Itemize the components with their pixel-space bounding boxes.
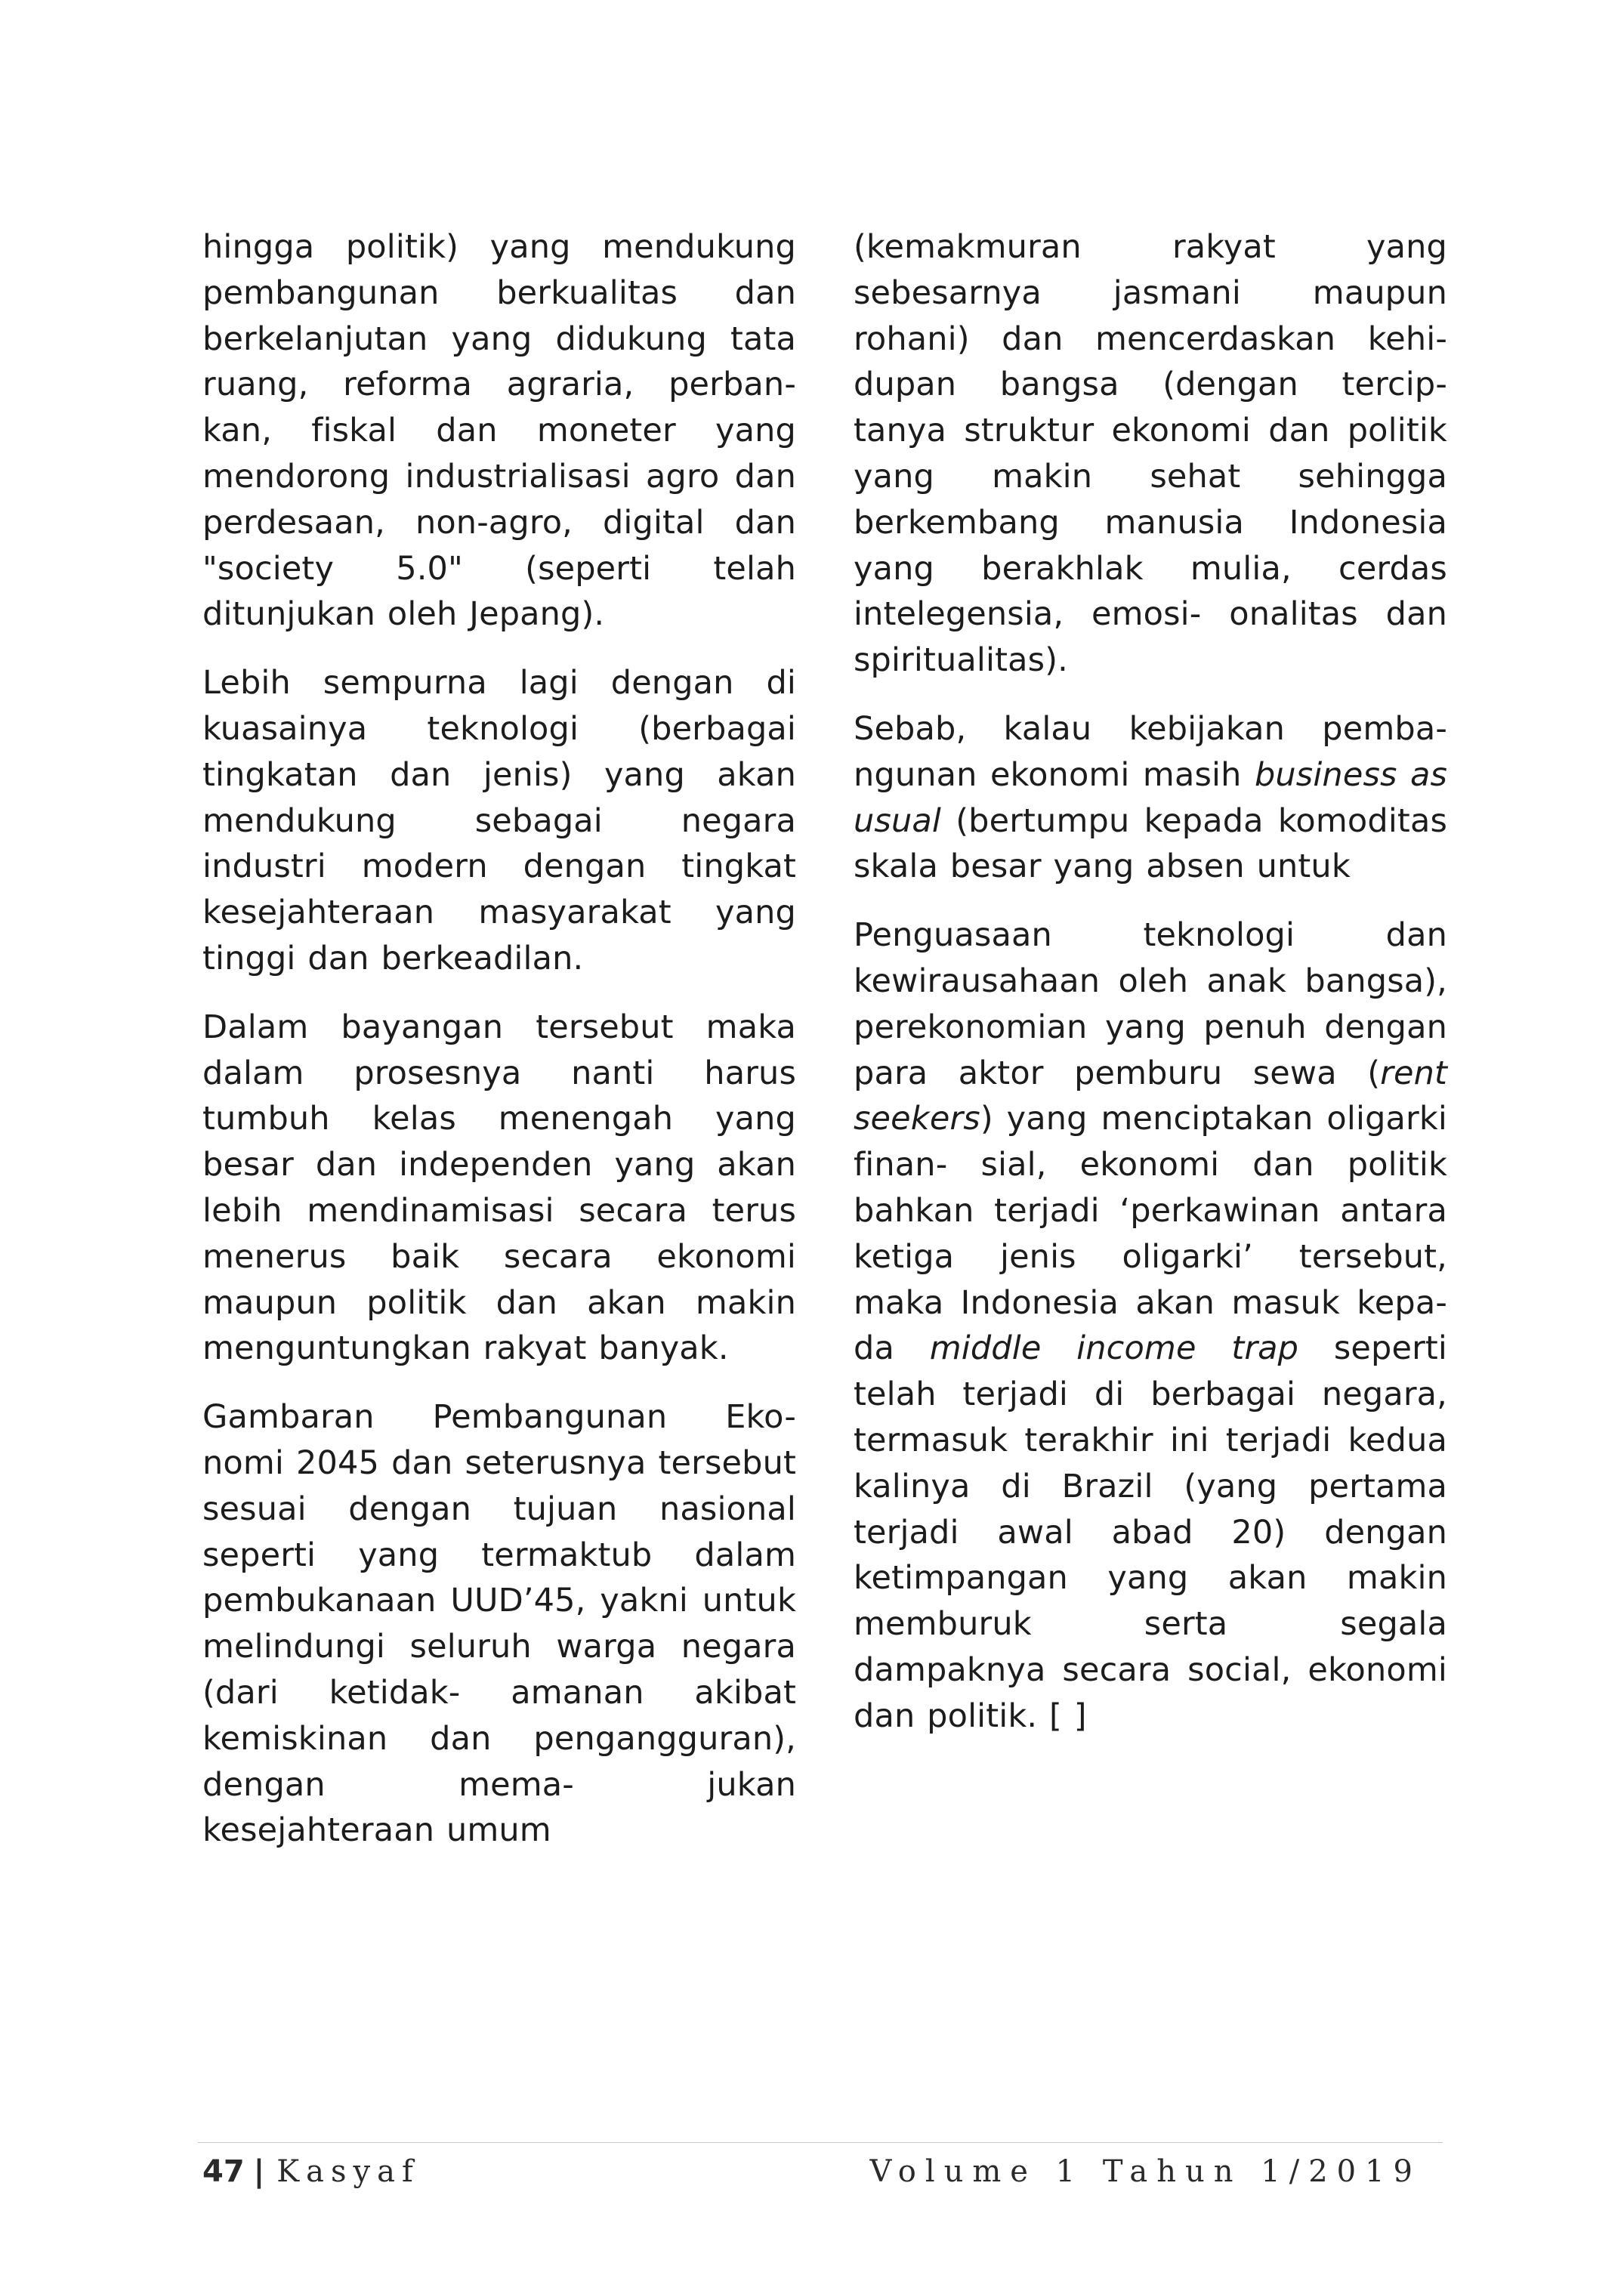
left-text-column xyxy=(202,224,796,1876)
text-segment: hingga politik) yang mendukung pembangunan berkualitas dan berkelanjutan yang didukung tata ruang, reforma agraria, perban- kan, fiskal dan moneter yang mendorong industrialisasi agro dan perdesaan, non-agro, digital dan "society 5.0" (seperti telah ditunjukan oleh Jepang). xyxy=(202,228,796,634)
paragraph xyxy=(854,706,1447,890)
text-segment: (kemakmuran rakyat yang sebesarnya jasmani maupun rohani) dan mencerdaskan kehi- dupan bangsa (dengan tercip- tanya struktur ekonomi dan politik yang makin sehat sehingga berkembang manusia Indonesia yang berakhlak mulia, cerdas intelegensia, emosi- onalitas dan spiritualitas). xyxy=(854,228,1447,680)
text-segment: Penguasaan teknologi dan kewirausahaan oleh anak bangsa), perekonomian yang penuh dengan para aktor pemburu sewa ( xyxy=(854,916,1447,1092)
paragraph xyxy=(202,1005,796,1372)
footer-separator: | xyxy=(253,2154,265,2189)
page-footer xyxy=(202,2154,1422,2200)
italic-text-segment: rent seekers xyxy=(854,1054,1447,1138)
italic-text-segment: business as usual xyxy=(854,755,1448,840)
right-text-column xyxy=(854,224,1447,1762)
paragraph xyxy=(202,224,796,638)
paragraph xyxy=(202,660,796,982)
page-number: 47 xyxy=(202,2154,245,2189)
text-segment: ) yang menciptakan oligarki finan- sial, ekonomi dan politik bahkan terjadi ‘perkawinan antara ketiga jenis oligarki’ tersebut, maka Indonesia akan masuk kepa- da xyxy=(854,1100,1447,1368)
text-segment: Gambaran Pembangunan Eko- nomi 2045 dan seterusnya tersebut sesuai dengan tujuan nasional seperti yang termaktub dalam pembukanaan UUD’45, yakni untuk melindungi seluruh warga negara (dari ketidak- amanan akibat kemiskinan dan pengangguran), dengan mema- jukan kesejahteraan umum xyxy=(202,1398,796,1850)
text-segment: Lebih sempurna lagi dengan di kuasainya teknologi (berbagai tingkatan dan jenis) yang akan mendukung sebagai negara industri modern dengan tingkat kesejahteraan masyarakat yang tinggi dan berkeadilan. xyxy=(202,664,796,977)
text-segment: Dalam bayangan tersebut maka dalam prosesnya nanti harus tumbuh kelas menengah yang besar dan independen yang akan lebih mendinamisasi secara terus menerus baik secara ekonomi maupun politik dan akan makin menguntungkan rakyat banyak. xyxy=(202,1008,796,1368)
text-segment: seperti telah terjadi di berbagai negara, termasuk terakhir ini terjadi kedua kalinya di Brazil (yang pertama terjadi awal abad 20) dengan ketimpangan yang akan makin memburuk serta segala dampaknya secara social, ekonomi dan politik. [ ] xyxy=(854,1329,1448,1735)
volume-info: Volume 1 Tahun 1/2019 xyxy=(869,2154,1422,2189)
footer-divider xyxy=(198,2142,1443,2143)
text-segment: (bertumpu kepada komoditas skala besar yang absen untuk xyxy=(854,801,1447,886)
journal-name: Kasyaf xyxy=(276,2154,420,2189)
paragraph xyxy=(854,224,1447,684)
paragraph xyxy=(202,1394,796,1854)
footer-left-group xyxy=(202,2154,420,2189)
italic-text-segment: middle income trap xyxy=(929,1329,1299,1368)
text-segment: Sebab, kalau kebijakan pemba- ngunan ekonomi masih xyxy=(854,709,1447,794)
paragraph xyxy=(854,912,1447,1739)
